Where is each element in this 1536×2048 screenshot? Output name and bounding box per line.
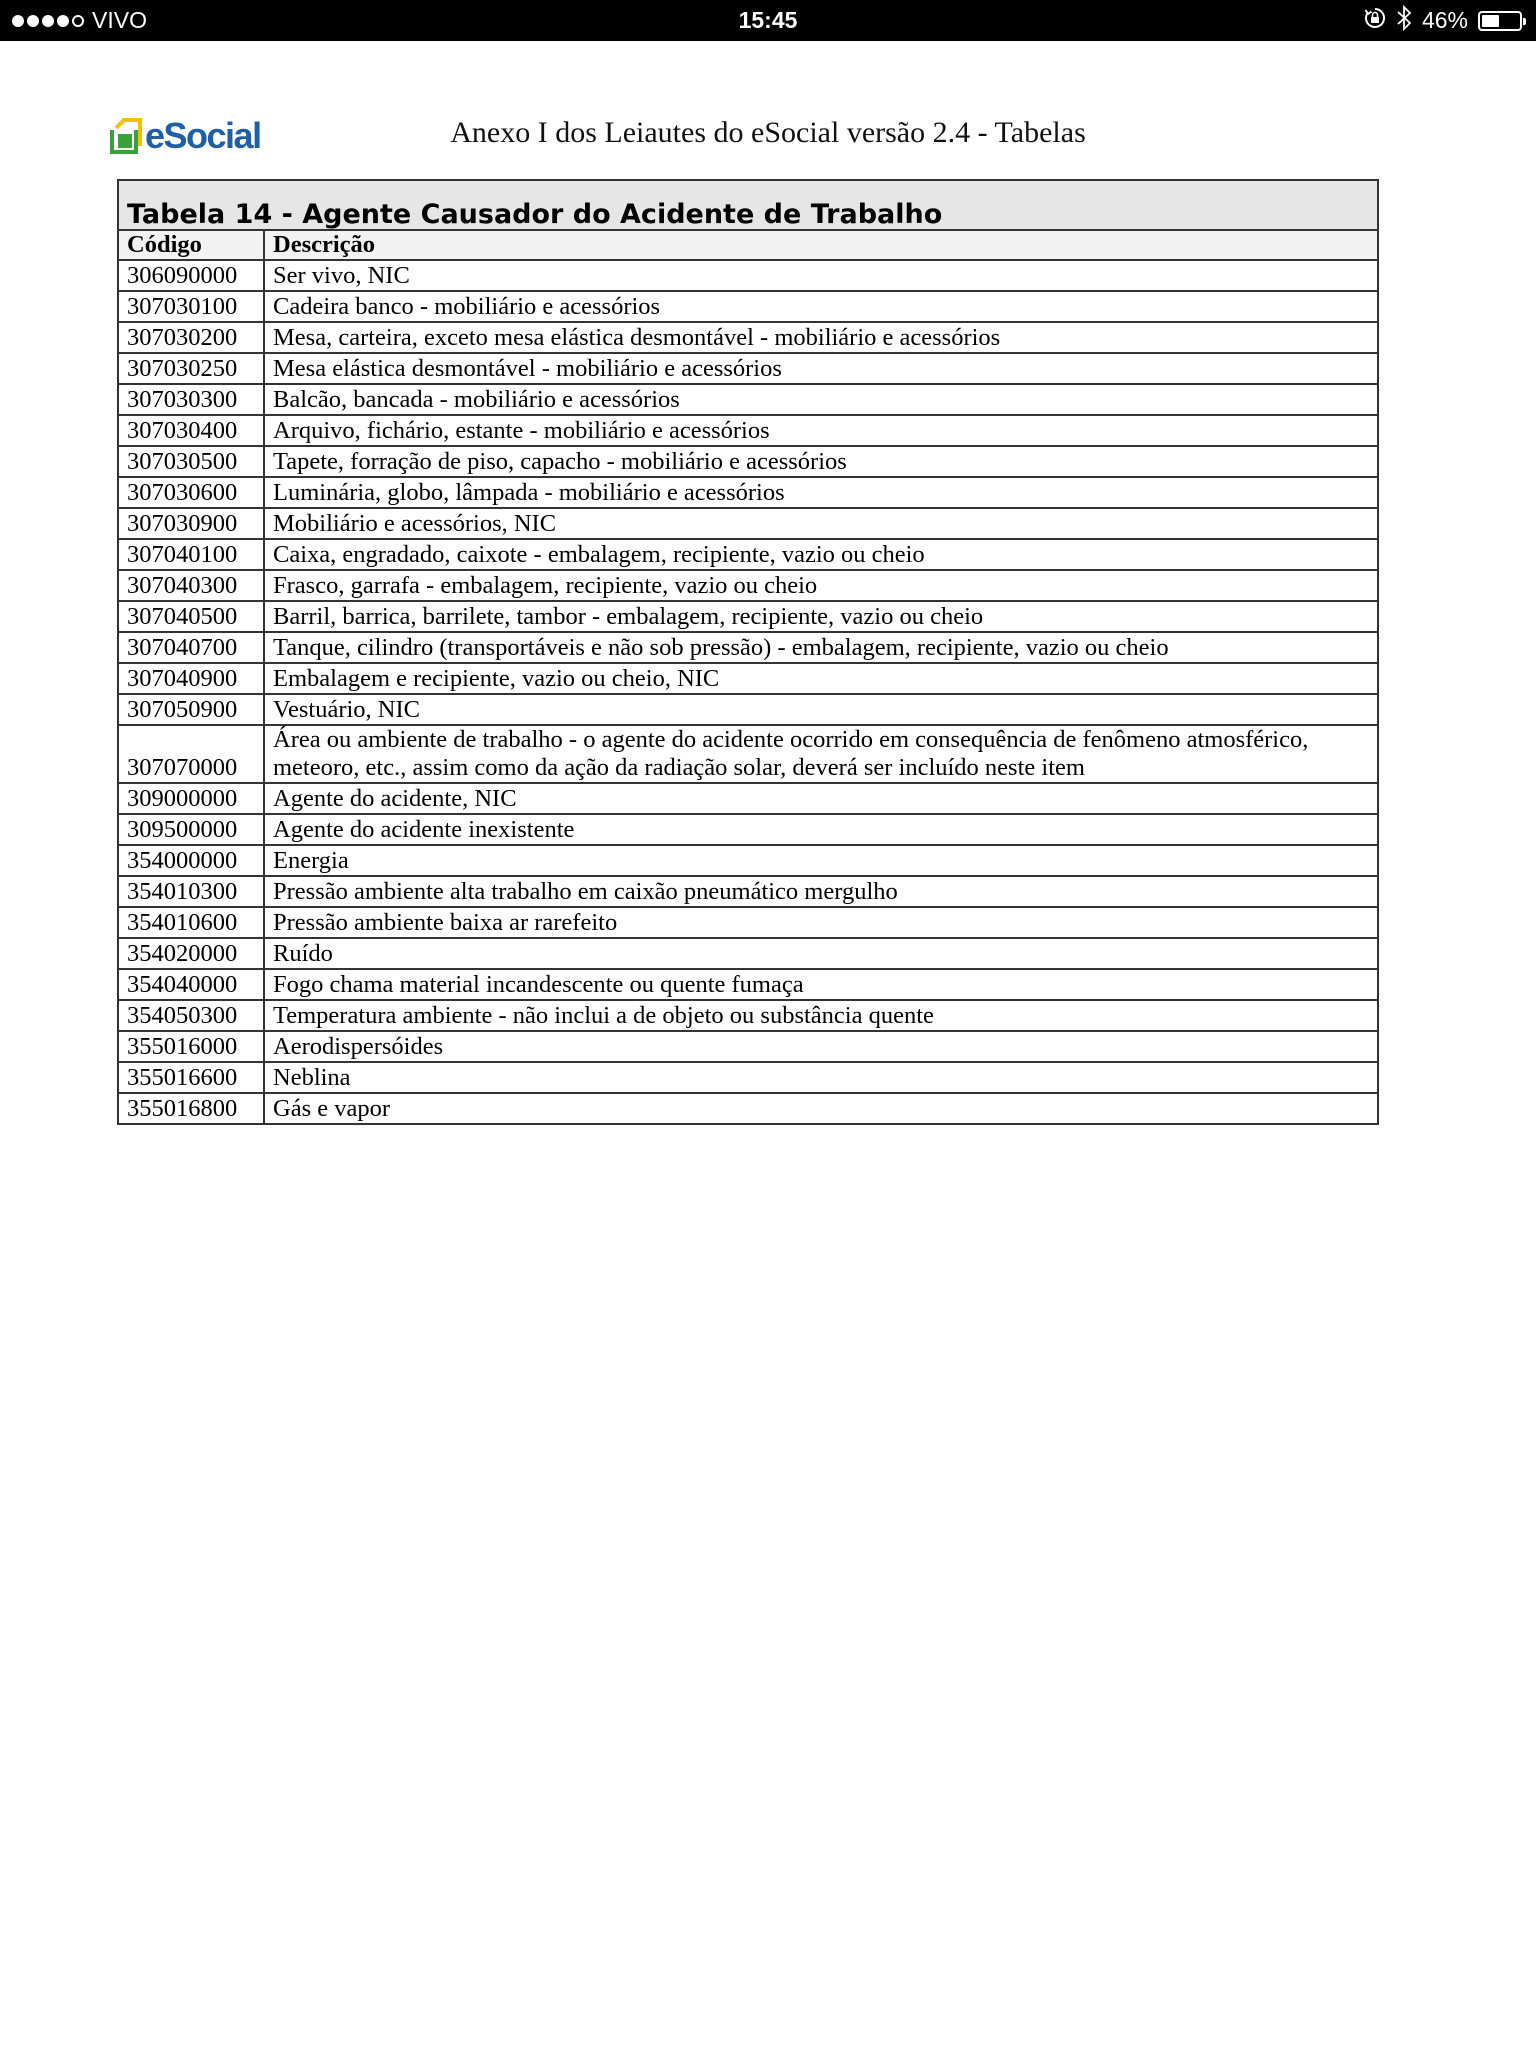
row-code: 354000000 — [118, 845, 264, 876]
battery-icon — [1478, 11, 1522, 31]
table-row — [118, 1062, 1378, 1093]
battery-fill — [1482, 15, 1499, 27]
column-header-description: Descrição — [264, 230, 1378, 260]
row-description: Ser vivo, NIC — [264, 260, 1378, 291]
logo-text: eSocial — [145, 115, 261, 156]
agent-table — [117, 179, 1379, 1125]
document-title: Anexo I dos Leiautes do eSocial versão 2.4 - Tabelas — [450, 116, 1086, 149]
row-description: Balcão, bancada - mobiliário e acessórios — [264, 384, 1378, 415]
table-caption: Tabela 14 - Agente Causador do Acidente de Trabalho — [118, 180, 1378, 230]
row-code: 354050300 — [118, 1000, 264, 1031]
row-description: Pressão ambiente baixa ar rarefeito — [264, 907, 1378, 938]
table-row — [118, 477, 1378, 508]
table-row — [118, 415, 1378, 446]
row-code: 307050900 — [118, 694, 264, 725]
row-description: Cadeira banco - mobiliário e acessórios — [264, 291, 1378, 322]
row-code: 307030900 — [118, 508, 264, 539]
row-code: 307030100 — [118, 291, 264, 322]
row-code: 355016000 — [118, 1031, 264, 1062]
status-icons — [1364, 0, 1522, 41]
bluetooth-icon — [1396, 5, 1412, 37]
row-code: 307040300 — [118, 570, 264, 601]
table-row — [118, 694, 1378, 725]
row-description: Embalagem e recipiente, vazio ou cheio, NIC — [264, 663, 1378, 694]
table-row — [118, 570, 1378, 601]
table-row — [118, 446, 1378, 477]
table-row — [118, 353, 1378, 384]
row-description: Agente do acidente inexistente — [264, 814, 1378, 845]
row-description: Ruído — [264, 938, 1378, 969]
row-code: 307040700 — [118, 632, 264, 663]
row-code: 307030500 — [118, 446, 264, 477]
table-caption-row — [118, 180, 1378, 230]
row-code: 354020000 — [118, 938, 264, 969]
row-description: Tanque, cilindro (transportáveis e não sob pressão) - embalagem, recipiente, vazio ou cheio — [264, 632, 1378, 663]
table-row — [118, 1000, 1378, 1031]
row-description: Aerodispersóides — [264, 1031, 1378, 1062]
row-code: 307030250 — [118, 353, 264, 384]
row-code: 306090000 — [118, 260, 264, 291]
row-description: Luminária, globo, lâmpada - mobiliário e acessórios — [264, 477, 1378, 508]
rotation-lock-icon — [1364, 7, 1386, 35]
table-row — [118, 1031, 1378, 1062]
table-row — [118, 322, 1378, 353]
document-header — [110, 108, 1380, 158]
row-code: 309500000 — [118, 814, 264, 845]
row-description: Área ou ambiente de trabalho - o agente do acidente ocorrido em consequência de fenômeno atmosférico, meteoro, etc., assim como da ação da radiação solar, deverá ser incluído neste item — [264, 725, 1378, 783]
clock: 15:45 — [738, 7, 798, 33]
table-row — [118, 291, 1378, 322]
row-code: 355016600 — [118, 1062, 264, 1093]
row-description: Neblina — [264, 1062, 1378, 1093]
row-description: Mobiliário e acessórios, NIC — [264, 508, 1378, 539]
row-code: 307040900 — [118, 663, 264, 694]
table-row — [118, 814, 1378, 845]
row-description: Barril, barrica, barrilete, tambor - embalagem, recipiente, vazio ou cheio — [264, 601, 1378, 632]
row-description: Arquivo, fichário, estante - mobiliário e acessórios — [264, 415, 1378, 446]
row-description: Gás e vapor — [264, 1093, 1378, 1124]
row-description: Fogo chama material incandescente ou quente fumaça — [264, 969, 1378, 1000]
row-description: Tapete, forração de piso, capacho - mobiliário e acessórios — [264, 446, 1378, 477]
battery-percent: 46% — [1421, 7, 1468, 33]
table-row — [118, 539, 1378, 570]
table-row — [118, 632, 1378, 663]
table-row — [118, 601, 1378, 632]
row-code: 307070000 — [118, 725, 264, 783]
table-row — [118, 783, 1378, 814]
row-description: Mesa elástica desmontável - mobiliário e acessórios — [264, 353, 1378, 384]
row-code: 309000000 — [118, 783, 264, 814]
table-row — [118, 907, 1378, 938]
table-header-row — [118, 230, 1378, 260]
row-description: Temperatura ambiente - não inclui a de objeto ou substância quente — [264, 1000, 1378, 1031]
row-description: Agente do acidente, NIC — [264, 783, 1378, 814]
table-row — [118, 845, 1378, 876]
row-code: 307030400 — [118, 415, 264, 446]
row-description: Pressão ambiente alta trabalho em caixão pneumático mergulho — [264, 876, 1378, 907]
carrier-name: VIVO — [92, 7, 147, 33]
table-row — [118, 725, 1378, 783]
row-code: 307030600 — [118, 477, 264, 508]
row-code: 307030200 — [118, 322, 264, 353]
table-row — [118, 384, 1378, 415]
row-description: Energia — [264, 845, 1378, 876]
row-code: 354040000 — [118, 969, 264, 1000]
row-code: 354010600 — [118, 907, 264, 938]
row-description: Frasco, garrafa - embalagem, recipiente, vazio ou cheio — [264, 570, 1378, 601]
row-description: Caixa, engradado, caixote - embalagem, recipiente, vazio ou cheio — [264, 539, 1378, 570]
table-row — [118, 663, 1378, 694]
status-bar — [0, 0, 1536, 41]
table-row — [118, 508, 1378, 539]
row-code: 355016800 — [118, 1093, 264, 1124]
row-code: 354010300 — [118, 876, 264, 907]
row-description: Vestuário, NIC — [264, 694, 1378, 725]
row-code: 307030300 — [118, 384, 264, 415]
row-code: 307040100 — [118, 539, 264, 570]
table-row — [118, 1093, 1378, 1124]
table-row — [118, 938, 1378, 969]
table-row — [118, 876, 1378, 907]
row-description: Mesa, carteira, exceto mesa elástica desmontável - mobiliário e acessórios — [264, 322, 1378, 353]
column-header-code: Código — [118, 230, 264, 260]
row-code: 307040500 — [118, 601, 264, 632]
table-row — [118, 260, 1378, 291]
table-row — [118, 969, 1378, 1000]
